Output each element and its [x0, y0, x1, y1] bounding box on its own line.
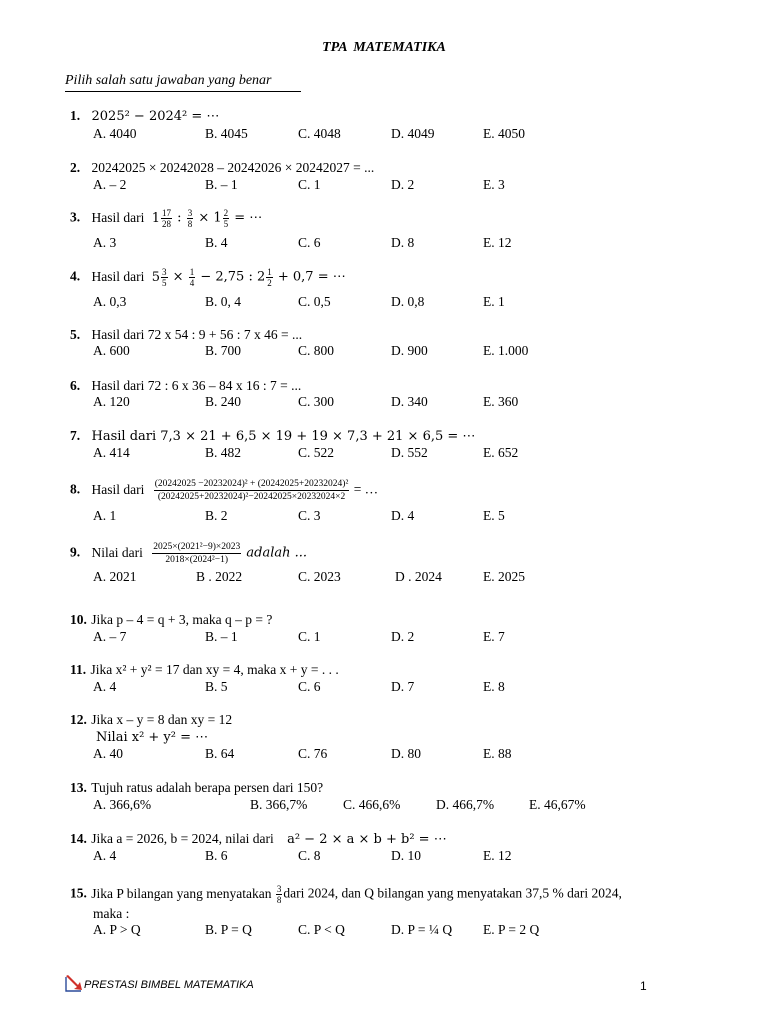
option-c: C. 6 [298, 679, 321, 694]
question-15 [70, 884, 622, 905]
footer-brand: PRESTASI BIMBEL MATEMATIKA [84, 979, 254, 991]
question-number: 14. [70, 831, 87, 846]
question-text: 2025² − 2024² = ⋯ [91, 109, 220, 124]
option-c: C. 1 [298, 629, 321, 644]
option-a: A. 4 [93, 679, 117, 694]
question-number: 7. [70, 428, 81, 443]
option-e: E. 652 [483, 445, 519, 460]
question-12-line2 [96, 729, 208, 745]
option-e: E. 4050 [483, 126, 525, 141]
question-2 [70, 160, 374, 176]
option-c: C. 0,5 [298, 294, 331, 309]
question-number: 1. [70, 108, 81, 123]
arrow-logo-icon [65, 974, 83, 992]
option-b: B. 6 [205, 848, 228, 863]
option-c: C. 76 [298, 746, 328, 761]
option-b: B. – 1 [205, 629, 238, 644]
question-number: 5. [70, 327, 81, 342]
option-d: D. 2 [391, 177, 415, 192]
option-c: C. 300 [298, 394, 335, 409]
option-b: B. 366,7% [250, 797, 308, 812]
option-d: D. 4 [391, 508, 415, 523]
options-14 [93, 848, 653, 866]
question-11 [70, 662, 339, 678]
options-12 [93, 746, 653, 764]
options-7 [93, 445, 653, 463]
options-4 [93, 294, 653, 312]
question-7 [70, 428, 475, 444]
question-math: a² − 2 × a × b + b² = ⋯ [287, 832, 447, 847]
option-d: D. 340 [391, 394, 428, 409]
options-6 [93, 394, 653, 412]
operator: − 2,75 : 2 [196, 269, 266, 285]
option-b: B. 0, 4 [205, 294, 242, 309]
option-a: A. – 7 [93, 629, 127, 644]
fraction-2: $\frac{1}{4}$ [189, 267, 195, 288]
option-b: B. 240 [205, 394, 242, 409]
options-8 [93, 508, 653, 526]
question-text: Hasil dari 7,3 × 21 + 6,5 × 19 + 19 × 7,3 + 21 × 6,5 = ⋯ [91, 429, 476, 444]
option-a: A. 3 [93, 235, 117, 250]
question-text-prefix: Hasil dari [91, 481, 145, 497]
option-e: E. 46,67% [529, 797, 586, 812]
instruction: Pilih salah satu jawaban yang benar [65, 73, 272, 88]
option-a: A. 2021 [93, 569, 137, 584]
fraction-1: $\frac{3}{5}$ [162, 267, 167, 288]
option-e: E. 1.000 [483, 343, 529, 358]
options-3 [93, 235, 653, 253]
option-d: D. 466,7% [436, 797, 495, 812]
options-1 [93, 126, 653, 144]
option-b: B. 64 [205, 746, 235, 761]
option-b: B . 2022 [196, 569, 243, 584]
option-e: E. 360 [483, 394, 519, 409]
option-a: A. 600 [93, 343, 130, 358]
question-number: 11. [70, 662, 87, 677]
option-d: D. 4049 [391, 126, 435, 141]
question-12 [70, 712, 232, 728]
fraction-3: $\frac{2}{5}$ [223, 208, 229, 229]
option-a: A. 414 [93, 445, 130, 460]
question-number: 12. [70, 712, 87, 727]
equals: = … [350, 481, 379, 497]
option-c: C. 1 [298, 177, 321, 192]
question-1 [70, 108, 219, 124]
option-d: D. 8 [391, 235, 415, 250]
page-title: TPA MATEMATIKA [322, 40, 446, 55]
option-a: A. 366,6% [93, 797, 152, 812]
option-e: E. 2025 [483, 569, 525, 584]
option-e: E. P = 2 Q [483, 922, 540, 937]
option-c: C. 3 [298, 508, 321, 523]
question-text: Hasil dari 72 : 6 x 36 – 84 x 16 : 7 = ... [91, 378, 302, 393]
option-e: E. 1 [483, 294, 505, 309]
question-15-line2 [93, 906, 129, 922]
question-text: Tujuh ratus adalah berapa persen dari 150? [91, 780, 324, 795]
question-number: 3. [70, 209, 81, 225]
option-d: D. 10 [391, 848, 421, 863]
question-4 [70, 267, 346, 288]
question-3 [70, 208, 262, 229]
option-c: C. 6 [298, 235, 321, 250]
option-d: D. 7 [391, 679, 415, 694]
option-a: A. 120 [93, 394, 130, 409]
option-d: D. P = ¼ Q [391, 922, 453, 937]
option-e: E. 88 [483, 746, 512, 761]
question-5 [70, 327, 302, 343]
operator: × 1 [194, 210, 222, 226]
option-e: E. 5 [483, 508, 505, 523]
equals: = ⋯ [230, 210, 263, 226]
question-text: Jika x² + y² = 17 dan xy = 4, maka x + y = . . . [90, 662, 339, 677]
options-11 [93, 679, 653, 697]
options-15 [93, 922, 653, 940]
question-text-prefix: Jika a = 2026, b = 2024, nilai dari [91, 831, 274, 846]
question-number: 9. [70, 544, 81, 560]
question-6 [70, 378, 301, 394]
option-e: E. 12 [483, 235, 512, 250]
operator: × [168, 269, 188, 285]
option-c: C. 800 [298, 343, 335, 358]
question-text-prefix: Jika P bilangan yang menyatakan [91, 885, 272, 901]
fraction-2: $\frac{3}{8}$ [187, 208, 193, 229]
question-13 [70, 780, 323, 796]
option-d: D. 80 [391, 746, 421, 761]
option-d: D . 2024 [395, 569, 442, 584]
question-number: 15. [70, 885, 87, 901]
question-number: 4. [70, 268, 81, 284]
instruction-underline [65, 91, 301, 92]
question-10 [70, 612, 272, 628]
option-b: B. 2 [205, 508, 228, 523]
option-b: B. 4045 [205, 126, 248, 141]
question-number: 2. [70, 160, 81, 175]
equals: + 0,7 = ⋯ [273, 269, 346, 285]
option-e: E. 3 [483, 177, 505, 192]
big-fraction: $\frac{\text{(20242025 −20232024)² + (20242025+20232024)²}}{\text{(20242025+20232024)²−20242025×20232024×2}}$ [154, 479, 349, 502]
option-a: A. P > Q [93, 922, 141, 937]
options-5 [93, 343, 653, 361]
options-13 [93, 797, 653, 815]
question-text-prefix: Hasil dari [91, 209, 145, 225]
fraction: $\frac{3}{8}$ [276, 884, 282, 905]
question-text: Jika x – y = 8 dan xy = 12 [91, 712, 233, 727]
question-text: Hasil dari 72 x 54 : 9 + 56 : 7 x 46 = ... [91, 327, 303, 342]
question-number: 13. [70, 780, 87, 795]
option-c: C. 466,6% [343, 797, 401, 812]
operator: : [173, 210, 186, 226]
option-d: D. 0,8 [391, 294, 425, 309]
option-b: B. – 1 [205, 177, 238, 192]
option-d: D. 900 [391, 343, 428, 358]
question-text-line2: maka : [93, 906, 130, 921]
fraction-3: $\frac{1}{2}$ [267, 267, 272, 288]
question-14 [70, 831, 447, 847]
question-9 [70, 541, 307, 566]
question-text: 20242025 × 20242028 – 20242026 × 20242027 = ... [91, 160, 375, 175]
option-d: D. 2 [391, 629, 415, 644]
option-b: B. 5 [205, 679, 228, 694]
option-a: A. 4040 [93, 126, 137, 141]
option-a: A. 0,3 [93, 294, 127, 309]
option-c: C. P < Q [298, 922, 345, 937]
question-text-line2: Nilai x² + y² = ⋯ [96, 730, 209, 745]
mixed-whole: 1 [151, 210, 161, 226]
page-number: 1 [640, 979, 647, 993]
option-b: B. 700 [205, 343, 242, 358]
question-text-prefix: Nilai dari [91, 544, 143, 560]
options-10 [93, 629, 653, 647]
option-a: A. 4 [93, 848, 117, 863]
adalah-text: adalah ... [242, 545, 307, 561]
mixed-whole: 5 [151, 269, 161, 285]
option-c: C. 4048 [298, 126, 341, 141]
option-c: C. 2023 [298, 569, 341, 584]
option-a: A. – 2 [93, 177, 127, 192]
option-e: E. 12 [483, 848, 512, 863]
option-b: B. P = Q [205, 922, 252, 937]
question-number: 6. [70, 378, 81, 393]
question-8 [70, 478, 378, 503]
big-fraction: $\frac{\text{2025×(2021²−9)×2023}}{\text{2018×(2024²−1)}}$ [153, 542, 241, 565]
option-a: A. 40 [93, 746, 123, 761]
option-a: A. 1 [93, 508, 117, 523]
question-number: 10. [70, 612, 87, 627]
option-e: E. 7 [483, 629, 505, 644]
question-text-suffix: dari 2024, dan Q bilangan yang menyatakan 37,5 % dari 2024, [283, 885, 622, 901]
option-b: B. 4 [205, 235, 228, 250]
question-number: 8. [70, 481, 81, 497]
option-d: D. 552 [391, 445, 428, 460]
option-b: B. 482 [205, 445, 242, 460]
options-2 [93, 177, 653, 195]
option-c: C. 8 [298, 848, 321, 863]
option-e: E. 8 [483, 679, 505, 694]
fraction-1: $\frac{17}{28}$ [162, 208, 172, 229]
question-text-prefix: Hasil dari [91, 268, 145, 284]
options-9 [93, 569, 653, 587]
option-c: C. 522 [298, 445, 335, 460]
question-text: Jika p – 4 = q + 3, maka q – p = ? [91, 612, 273, 627]
